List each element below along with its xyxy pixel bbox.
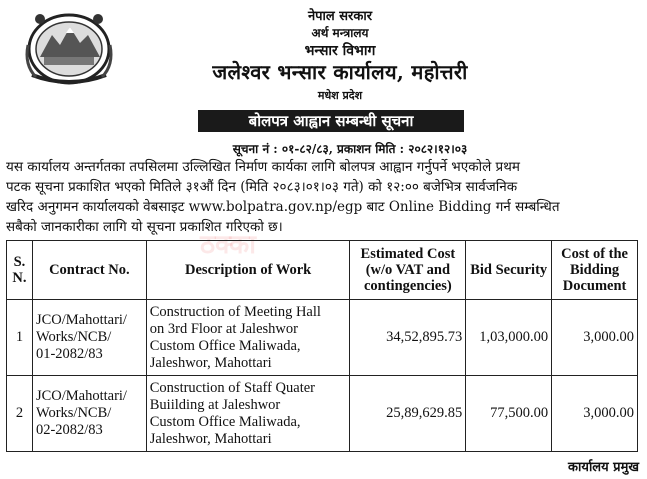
- bid-table: [6, 240, 638, 452]
- watermark: ठक्का: [200, 230, 256, 260]
- cell-line: JCO/Mahottari/: [35, 388, 127, 404]
- cell-bid-security: 77,500.00: [466, 376, 552, 452]
- cell-line: Jaleshwor, Mahottari: [149, 354, 272, 371]
- cell-contract-no: [32, 376, 146, 452]
- cell-line: 01-2082/83: [35, 346, 103, 362]
- cell-estimated-cost: 34,52,895.73: [350, 300, 466, 376]
- cell-line: Construction of Meeting Hall: [149, 303, 321, 320]
- cell-line: on 3rd Floor at Jaleshwor: [149, 320, 298, 337]
- header-government: नेपाल सरकार: [307, 9, 373, 24]
- cell-line: Jaleshwor, Mahottari: [149, 430, 272, 447]
- cell-description: [146, 376, 350, 452]
- cell-line: JCO/Mahottari/: [35, 312, 127, 328]
- cell-line: Custom Office Maliwada,: [149, 337, 301, 354]
- notice-title-banner: बोलपत्र आह्वान सम्बन्धी सूचना: [198, 110, 464, 132]
- cell-line: Works/NCB/: [35, 405, 112, 421]
- cell-document-cost: 3,000.00: [552, 376, 638, 452]
- header-contract-no: Contract No.: [32, 241, 146, 300]
- header-sn: S. N.: [7, 241, 33, 300]
- cell-line: Custom Office Maliwada,: [149, 413, 301, 430]
- cell-document-cost: 3,000.00: [552, 300, 638, 376]
- cell-bid-security: 1,03,000.00: [466, 300, 552, 376]
- header-bid-security: Bid Security: [466, 241, 552, 300]
- cell-sn: 2: [7, 376, 33, 452]
- cell-description: [146, 300, 350, 376]
- notice-number-date: सूचना नं : ०१-८२/८३, प्रकाशन मिति : २०८२।१२।०३: [232, 142, 468, 156]
- cell-sn: 1: [7, 300, 33, 376]
- signature-office-chief: कार्यालय प्रमुख: [568, 460, 639, 475]
- header-department: भन्सार विभाग: [304, 43, 376, 59]
- header-estimated-cost: Estimated Cost (w/o VAT and contingencies): [350, 241, 466, 300]
- nepal-government-emblem-icon: [22, 5, 116, 87]
- notice-paragraph: [6, 157, 640, 237]
- paragraph-line: पटक सूचना प्रकाशित भएको मितिले ३१औं दिन (मिति २०८३।०१।०३ गते) को १२:०० बजेभित्र सार्वजनिक: [6, 179, 518, 195]
- header-ministry: अर्थ मन्त्रालय: [311, 26, 369, 40]
- cell-estimated-cost: 25,89,629.85: [350, 376, 466, 452]
- cell-line: 02-2082/83: [35, 422, 103, 438]
- cell-contract-no: [32, 300, 146, 376]
- table-header-row: [7, 241, 638, 300]
- paragraph-line: सबैको जानकारीका लागि यो सूचना प्रकाशित गरिएको छ।: [6, 219, 283, 235]
- header-province: मधेश प्रदेश: [317, 89, 363, 102]
- cell-line: Construction of Staff Quater: [149, 379, 316, 396]
- paragraph-line: खरिद अनुगमन कार्यालयको वेबसाइट www.bolpatra.gov.np/egp बाट Online Bidding गर्न सम्बन्धित: [6, 199, 560, 215]
- header-description: Description of Work: [146, 241, 350, 300]
- table-row: [7, 300, 638, 376]
- cell-line: Buiilding at Jaleshwor: [149, 396, 281, 413]
- header-office: जलेश्वर भन्सार कार्यालय, महोत्तरी: [212, 60, 468, 84]
- header-document-cost: Cost of the Bidding Document: [552, 241, 638, 300]
- table-row: [7, 376, 638, 452]
- paragraph-line: यस कार्यालय अन्तर्गतका तपसिलमा उल्लिखित निर्माण कार्यका लागि बोलपत्र आह्वान गर्नुपर्ने भएकोले प्रथम: [6, 159, 520, 175]
- cell-line: Works/NCB/: [35, 329, 112, 345]
